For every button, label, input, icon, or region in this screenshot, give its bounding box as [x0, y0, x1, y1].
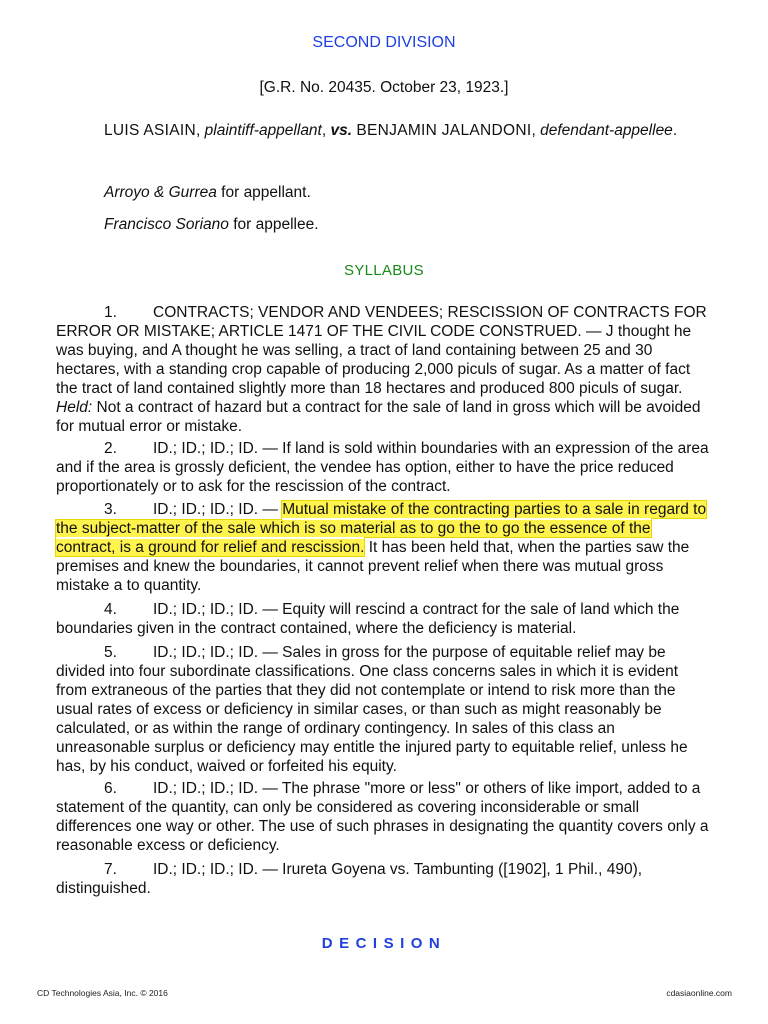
plaintiff-role: plaintiff-appellant	[204, 122, 322, 139]
paragraph-number: 7.	[104, 861, 117, 878]
paragraph-text: ID.; ID.; ID.; ID. — Sales in gross for the purpose of equitable relief may be divided into four subordinate classifications. One class concerns sales in which it is evident from extraneous of the parties that they did not contemplate or intend to risk more than the usual rates of excess or deficiency in similar cases, or than such as might reasonably be calculated, or as within the range of ordinary contingency. In sales of this class an unreasonable surplus or deficiency may entitle the injured party to equitable relief, unless he has, by his conduct, waived or forfeited his equity.	[56, 644, 688, 775]
paragraph-text: ID.; ID.; ID.; ID. — The phrase "more or less" or others of like import, added to a statement of the quantity, can only be considered as covering inconsiderable or small differences one way or other. The use of such phrases in designating the quantity covers only a reasonable excess or deficiency.	[56, 780, 709, 854]
footer-website: cdasiaonline.com	[666, 988, 732, 998]
syllabus-paragraph-1	[56, 303, 712, 436]
decision-heading: DECISION	[321, 935, 447, 952]
counsel-appellant	[104, 184, 311, 202]
syllabus-paragraph-3	[56, 500, 712, 595]
highlighted-passage: Mutual mistake of the contracting parties to a sale in regard to the subject-matter of the sale which is so material as to go the to go the essence of the contract, is a ground for relief and rescission.	[56, 501, 707, 556]
syllabus-paragraph-7	[56, 860, 712, 898]
paragraph-number: 5.	[104, 644, 117, 661]
paragraph-text: ID.; ID.; ID.; ID. —	[153, 501, 278, 518]
counsel-name: Francisco Soriano	[104, 216, 229, 233]
syllabus-paragraph-5	[56, 643, 712, 776]
paragraph-number: 2.	[104, 440, 117, 457]
paragraph-text: Not a contract of hazard but a contract for the sale of land in gross which will be avoided for mutual error or mistake.	[56, 399, 701, 435]
held-label: Held:	[56, 399, 93, 416]
paragraph-text: ID.; ID.; ID.; ID. — Irureta Goyena vs. Tambunting ([1902], 1 Phil., 490), distinguished.	[56, 861, 643, 897]
defendant-role: defendant-appellee	[540, 122, 673, 139]
paragraph-number: 6.	[104, 780, 117, 797]
division-heading: SECOND DIVISION	[312, 34, 456, 51]
syllabus-heading: SYLLABUS	[344, 262, 424, 279]
counsel-name: Arroyo & Gurrea	[104, 184, 217, 201]
counsel-role: for appellant.	[221, 184, 311, 201]
paragraph-number: 3.	[104, 501, 117, 518]
counsel-appellee	[104, 216, 319, 234]
paragraph-number: 4.	[104, 601, 117, 618]
footer-copyright: CD Technologies Asia, Inc. © 2016	[37, 988, 168, 998]
paragraph-number: 1.	[104, 304, 117, 321]
plaintiff-name: LUIS ASIAIN	[104, 122, 197, 139]
paragraph-text: ID.; ID.; ID.; ID. — If land is sold within boundaries with an expression of the area and if the area is grossly deficient, the vendee has option, either to have the price reduced proportionately or to ask for the rescission of the contract.	[56, 440, 709, 495]
case-parties: LUIS ASIAIN, plaintiff-appellant, vs. BENJAMIN JALANDONI, defendant-appellee.	[104, 122, 678, 139]
counsel-role: for appellee.	[233, 216, 319, 233]
syllabus-paragraph-4	[56, 600, 712, 638]
defendant-name: BENJAMIN JALANDONI	[356, 122, 532, 139]
versus-label: vs.	[330, 122, 353, 139]
syllabus-paragraph-6	[56, 779, 712, 855]
case-number: [G.R. No. 20435. October 23, 1923.]	[259, 79, 509, 96]
paragraph-text: CONTRACTS; VENDOR AND VENDEES; RESCISSION OF CONTRACTS FOR ERROR OR MISTAKE; ARTICLE 1471 OF THE CIVIL CODE CONSTRUED. — J thought he was buying, and A thought he was selling, a tract of land containing between 25 and 30 hectares, with a standing crop capable of producing 2,000 piculs of sugar. As a matter of fact the tract of land contained slightly more than 18 hectares and produced 800 piculs of sugar.	[56, 304, 707, 397]
syllabus-paragraph-2	[56, 439, 712, 496]
paragraph-text: ID.; ID.; ID.; ID. — Equity will rescind a contract for the sale of land which the boundaries given in the contract contained, where the deficiency is material.	[56, 601, 680, 637]
paragraph-text: It has been held that, when the parties saw the premises and knew the boundaries, it cannot prevent relief when there was mutual gross mistake a to quantity.	[56, 539, 690, 594]
